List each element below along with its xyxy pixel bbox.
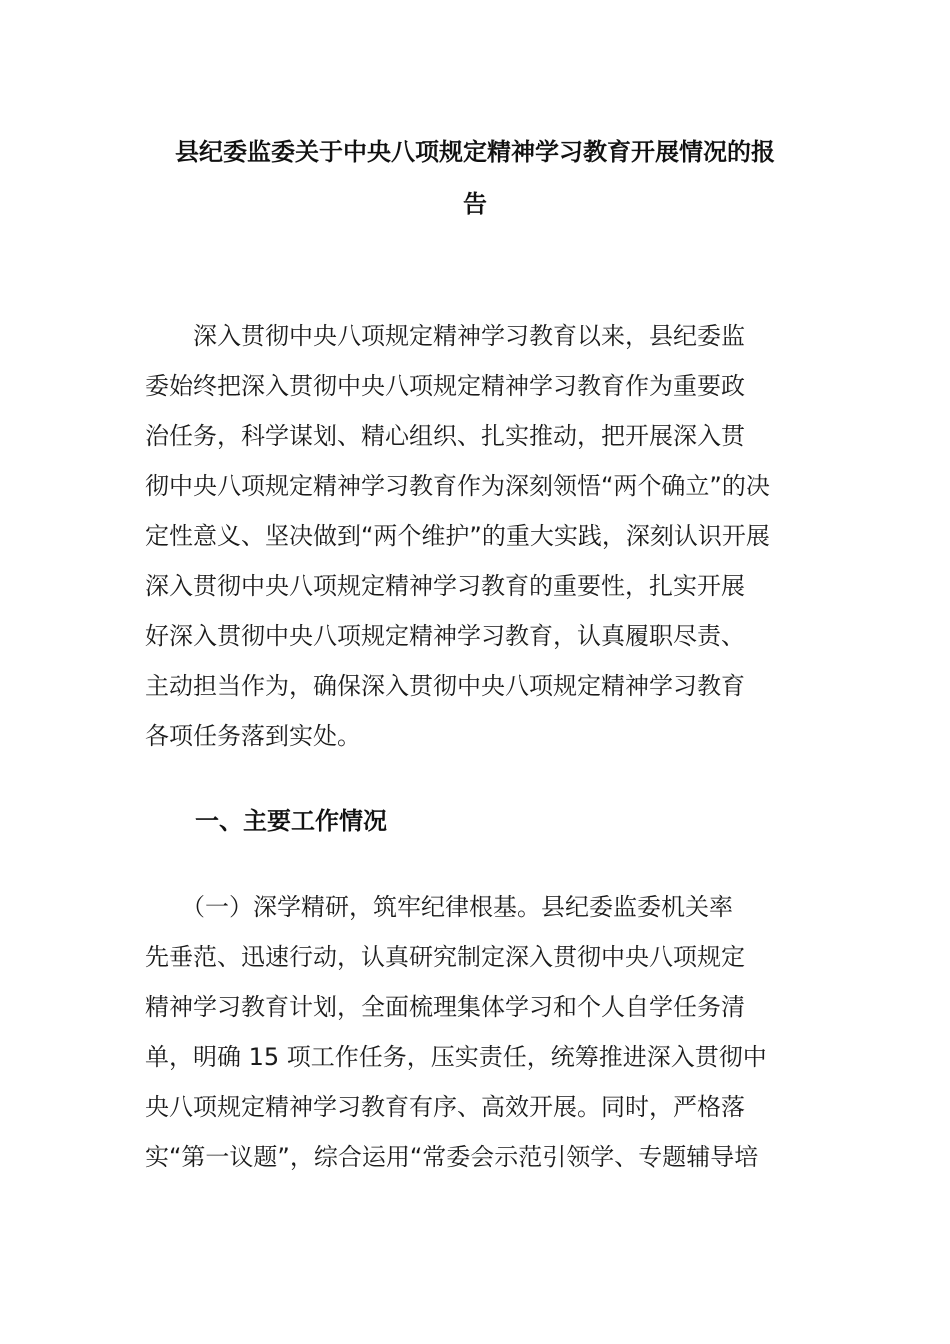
title-line: 县纪委监委关于中央八项规定精神学习教育开展情况的报	[175, 138, 775, 166]
paragraph-line: 单，明确 15 项工作任务，压实责任，统筹推进深入贯彻中	[145, 1043, 767, 1071]
paragraph-line: 各项任务落到实处。	[145, 722, 361, 750]
paragraph-line: 主动担当作为，确保深入贯彻中央八项规定精神学习教育	[145, 672, 745, 700]
paragraph-line: 实“第一议题”，综合运用“常委会示范引领学、专题辅导培	[145, 1143, 759, 1171]
section-heading: 一、主要工作情况	[195, 807, 387, 835]
paragraph-line: 先垂范、迅速行动，认真研究制定深入贯彻中央八项规定	[145, 943, 745, 971]
document-title	[145, 126, 805, 230]
title-line: 告	[463, 190, 487, 218]
paragraph-line: （一）深学精研，筑牢纪律根基。县纪委监委机关率	[145, 893, 733, 921]
paragraph-section-1	[145, 882, 805, 1182]
paragraph-line: 委始终把深入贯彻中央八项规定精神学习教育作为重要政	[145, 372, 745, 400]
paragraph-line: 深入贯彻中央八项规定精神学习教育以来，县纪委监	[145, 322, 745, 350]
paragraph-line: 央八项规定精神学习教育有序、高效开展。同时，严格落	[145, 1093, 745, 1121]
paragraph-line: 好深入贯彻中央八项规定精神学习教育，认真履职尽责、	[145, 622, 745, 650]
paragraph-line: 彻中央八项规定精神学习教育作为深刻领悟“两个确立”的决	[145, 472, 770, 500]
paragraph-line: 深入贯彻中央八项规定精神学习教育的重要性，扎实开展	[145, 572, 745, 600]
paragraph-intro	[145, 311, 805, 761]
paragraph-line: 定性意义、坚决做到“两个维护”的重大实践，深刻认识开展	[145, 522, 770, 550]
paragraph-line: 治任务，科学谋划、精心组织、扎实推动，把开展深入贯	[145, 422, 745, 450]
paragraph-line: 精神学习教育计划，全面梳理集体学习和个人自学任务清	[145, 993, 745, 1021]
